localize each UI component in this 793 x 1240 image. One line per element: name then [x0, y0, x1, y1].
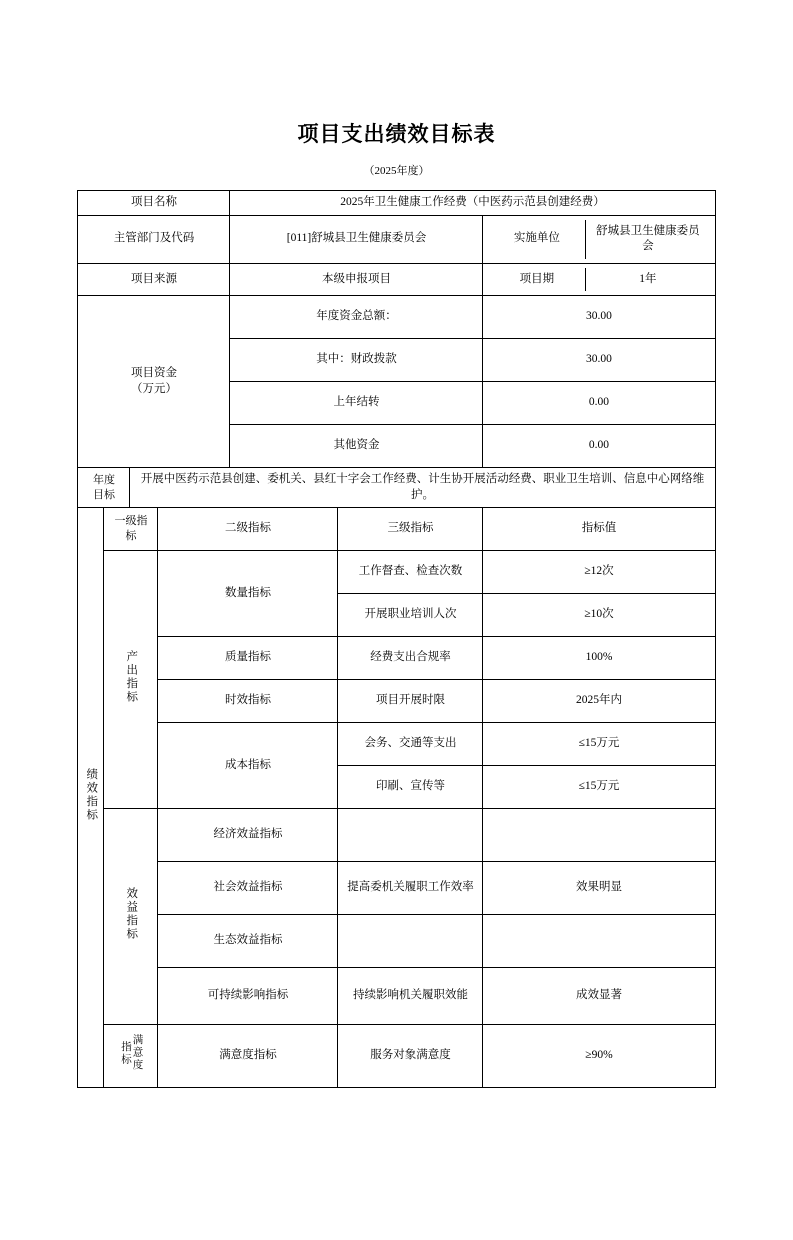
level1-benefit: 效益指标: [104, 809, 158, 1025]
level3-indicator: 持续影响机关履职效能: [338, 968, 483, 1025]
header-level2: 二级指标: [158, 508, 338, 551]
level3-indicator: [338, 915, 483, 968]
level3-indicator: 提高委机关履职工作效率: [338, 862, 483, 915]
level2-quality: 质量指标: [158, 637, 338, 680]
table-row-output-1: [78, 551, 715, 594]
table-row-annual-goal: [78, 468, 715, 508]
indicator-value: 成效显著: [483, 968, 715, 1025]
department-value: [011]舒城县卫生健康委员会: [230, 215, 483, 263]
level2-satisfaction: 满意度指标: [158, 1025, 338, 1088]
table-row-benefit-4: [78, 968, 715, 1025]
funds-row-name: 其中：财政拨款: [230, 339, 483, 382]
table-row-benefit-1: [78, 809, 715, 862]
indicator-value: 100%: [483, 637, 715, 680]
level2-timeliness: 时效指标: [158, 680, 338, 723]
indicator-value: ≥90%: [483, 1025, 715, 1088]
table-row-department: [78, 215, 715, 263]
level2-quantity: 数量指标: [158, 551, 338, 637]
level1-satisfaction: 满意度指标: [104, 1025, 158, 1088]
table-row-benefit-3: [78, 915, 715, 968]
funds-label-line2: （万元）: [130, 382, 177, 395]
project-name-value: 2025年卫生健康工作经费（中医药示范县创建经费）: [230, 191, 715, 216]
indicator-value: ≤15万元: [483, 766, 715, 809]
funds-row-name: 上年结转: [230, 382, 483, 425]
level3-indicator: 工作督查、检查次数: [338, 551, 483, 594]
indicator-value: [483, 915, 715, 968]
project-name-label: 项目名称: [78, 191, 230, 216]
level2-social-benefit: 社会效益指标: [158, 862, 338, 915]
page-title: 项目支出绩效目标表: [297, 122, 496, 146]
indicator-value: 效果明显: [483, 862, 715, 915]
indicator-value: ≥10次: [483, 594, 715, 637]
header-value: 指标值: [483, 508, 715, 551]
table-row-performance-header: [78, 508, 715, 551]
level2-economic-benefit: 经济效益指标: [158, 809, 338, 862]
indicator-value: ≥12次: [483, 551, 715, 594]
level3-indicator: [338, 809, 483, 862]
source-label: 项目来源: [78, 263, 230, 296]
funds-row-value: 0.00: [483, 425, 715, 468]
implementing-unit-value: 舒城县卫生健康委员会: [586, 220, 710, 259]
indicator-value: 2025年内: [483, 680, 715, 723]
project-period-label: 项目期: [519, 272, 555, 285]
table-row-output-5: [78, 723, 715, 766]
annual-goal-label-line1: 年度: [92, 473, 115, 486]
table-row-output-4: [78, 680, 715, 723]
level3-indicator: 经费支出合规率: [338, 637, 483, 680]
level1-output: 产出指标: [104, 551, 158, 809]
funds-row-value: 0.00: [483, 382, 715, 425]
table-row-benefit-2: [78, 862, 715, 915]
table-row-project-name: [78, 191, 715, 216]
level3-indicator: 项目开展时限: [338, 680, 483, 723]
level3-indicator: 服务对象满意度: [338, 1025, 483, 1088]
funds-row-value: 30.00: [483, 296, 715, 339]
source-value: 本级申报项目: [230, 263, 483, 296]
funds-row-value: 30.00: [483, 339, 715, 382]
implementing-unit-label: 实施单位: [513, 232, 560, 245]
department-label: 主管部门及代码: [78, 215, 230, 263]
table-row-source: [78, 263, 715, 296]
level3-indicator: 会务、交通等支出: [338, 723, 483, 766]
performance-row-label: 绩效指标: [78, 508, 104, 1088]
level2-sustainable-impact: 可持续影响指标: [158, 968, 338, 1025]
implementing-unit-cell: [483, 215, 715, 263]
level2-cost: 成本指标: [158, 723, 338, 809]
header-level3: 三级指标: [338, 508, 483, 551]
annual-goal-label-line2: 目标: [92, 488, 115, 501]
indicator-value: [483, 809, 715, 862]
annual-goal-text: 开展中医药示范县创建、委机关、县红十字会工作经费、计生协开展活动经费、职业卫生培训、信息中心网络维护。: [130, 468, 715, 508]
table-row-funds-1: [78, 296, 715, 339]
project-period-cell: [483, 263, 715, 296]
indicator-value: ≤15万元: [483, 723, 715, 766]
funds-row-name: 其他资金: [230, 425, 483, 468]
funds-label: [78, 296, 230, 468]
level3-indicator: 印刷、宣传等: [338, 766, 483, 809]
table-row-satisfaction: [78, 1025, 715, 1088]
funds-row-name: 年度资金总额：: [230, 296, 483, 339]
header-level1: 一级指标: [104, 508, 158, 551]
table-row-output-3: [78, 637, 715, 680]
performance-goal-table: [77, 190, 715, 1088]
project-period-value: 1年: [586, 268, 710, 292]
document-page: [0, 118, 793, 1240]
funds-label-line1: 项目资金: [130, 367, 177, 380]
level3-indicator: 开展职业培训人次: [338, 594, 483, 637]
level2-ecological-benefit: 生态效益指标: [158, 915, 338, 968]
page-subtitle: （2025年度）: [363, 165, 430, 177]
annual-goal-label: [78, 468, 130, 508]
